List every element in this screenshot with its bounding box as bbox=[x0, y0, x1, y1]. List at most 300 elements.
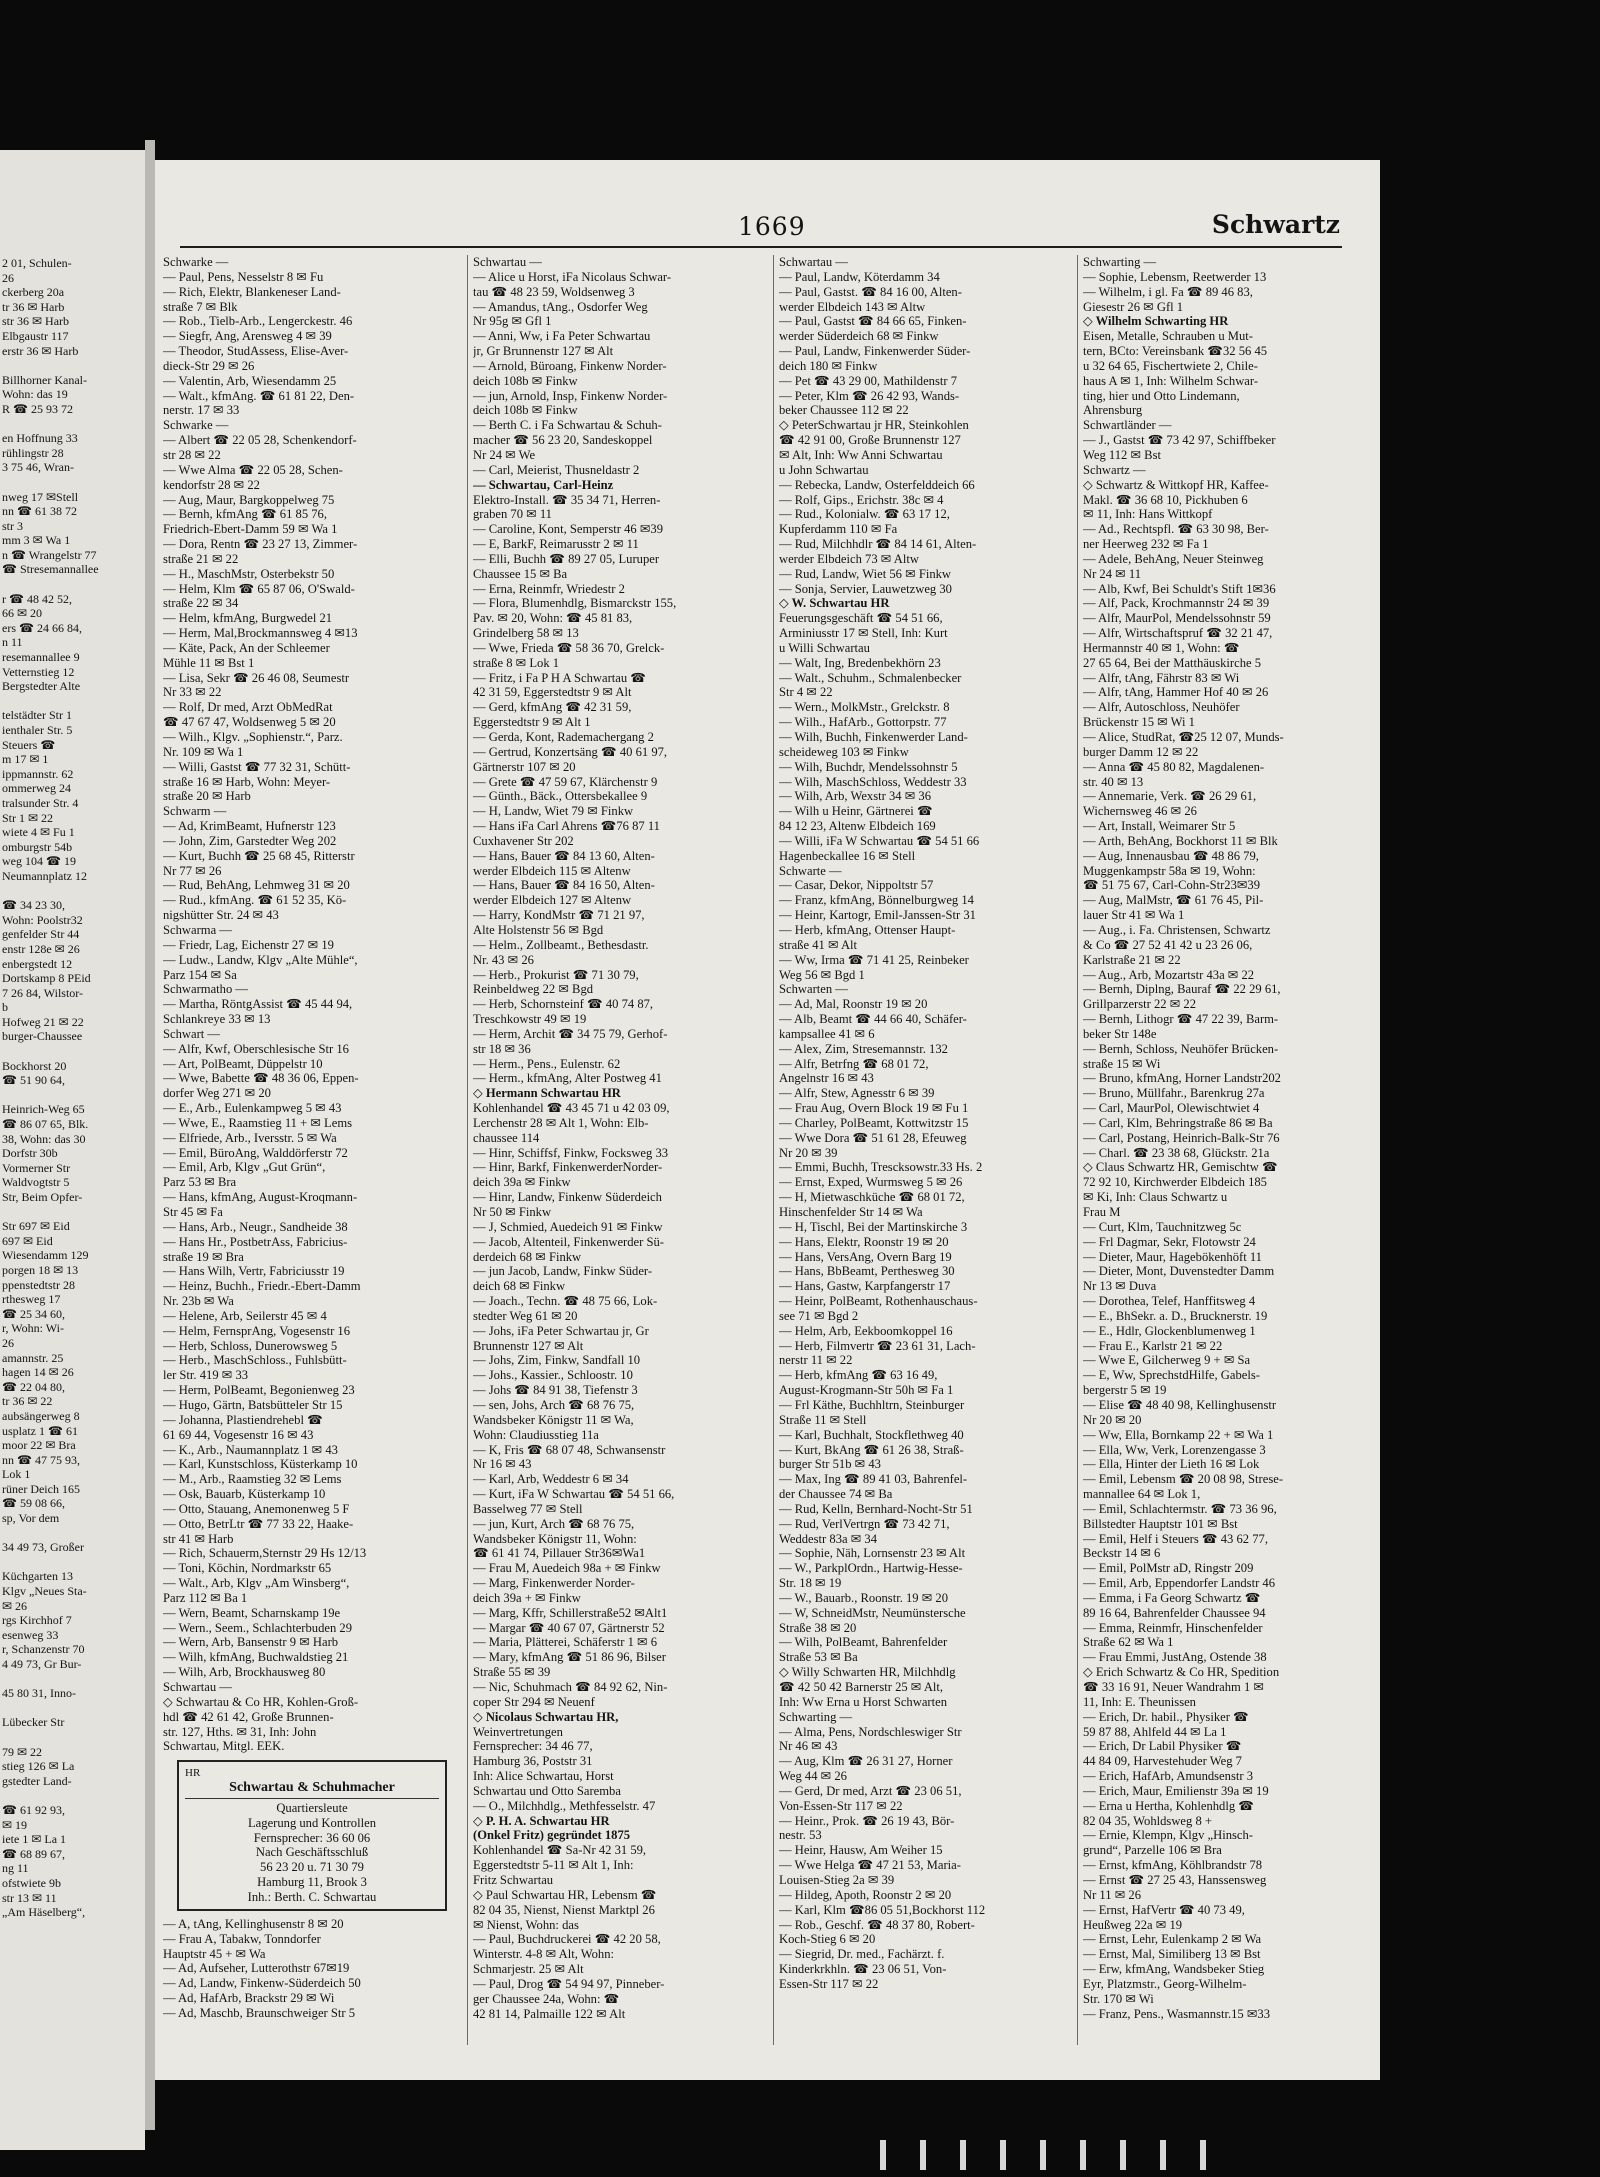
directory-entry-line: Schwart — bbox=[163, 1026, 221, 1041]
directory-entry-line: werder Elbdeich 115 ✉ Altenw bbox=[473, 863, 631, 878]
directory-entry-line: Wandsbeker Königstr 11, Wohn: bbox=[473, 1531, 637, 1546]
directory-entry-line: — Harry, KondMstr ☎ 71 21 97, bbox=[473, 908, 645, 923]
directory-entry-line: — Wilh, Arb, Brockhausweg 80 bbox=[163, 1665, 326, 1680]
directory-entry-line: Nr. 23b ✉ Wa bbox=[163, 1294, 234, 1309]
directory-entry-line: u 32 64 65, Fischertwiete 2, Chile- bbox=[1083, 358, 1258, 373]
directory-entry-line: str. 40 ✉ 13 bbox=[1083, 774, 1144, 789]
directory-entry-line: 89 16 64, Bahrenfelder Chaussee 94 bbox=[1083, 1605, 1266, 1620]
directory-entry-line: — Schwartau, Carl-Heinz bbox=[473, 477, 614, 492]
left-page-line bbox=[2, 1788, 145, 1803]
directory-entry-line: Angelnstr 16 ✉ 43 bbox=[779, 1071, 874, 1086]
left-page-line bbox=[2, 417, 145, 432]
directory-entry-line: Nr 46 ✉ 43 bbox=[779, 1739, 838, 1754]
directory-entry-line: — Lisa, Sekr ☎ 26 46 08, Seumestr bbox=[163, 670, 350, 685]
header-rule bbox=[180, 246, 1342, 248]
directory-entry-line: — Erich, Maur, Emilienstr 39a ✉ 19 bbox=[1083, 1783, 1269, 1798]
directory-entry-line: — Emil, Arb, Eppendorfer Landstr 46 bbox=[1083, 1576, 1276, 1591]
ad-title: Schwartau & Schuhmacher bbox=[185, 1781, 439, 1799]
left-page-line: ☎ 22 04 80, bbox=[2, 1379, 65, 1394]
directory-entry-line: Parz 53 ✉ Bra bbox=[163, 1175, 237, 1190]
directory-entry-line: — Otto, Stauang, Anemonenweg 5 F bbox=[163, 1501, 350, 1516]
directory-entry-line: ◇ Erich Schwartz & Co HR, Spedition bbox=[1083, 1665, 1280, 1680]
left-page-line: iete 1 ✉ La 1 bbox=[2, 1832, 67, 1847]
directory-entry-line: — Nic, Schuhmach ☎ 84 92 62, Nin- bbox=[473, 1680, 668, 1694]
directory-entry-line: Straße 38 ✉ 20 bbox=[779, 1620, 857, 1635]
directory-entry-line: — Martha, RöntgAssist ☎ 45 44 94, bbox=[163, 997, 353, 1012]
directory-entry-line: Schmarjestr. 25 ✉ Alt bbox=[473, 1962, 584, 1977]
directory-entry-line: & Co ☎ 27 52 41 42 u 23 26 06, bbox=[1083, 937, 1253, 952]
directory-entry-line: Koch-Stieg 6 ✉ 20 bbox=[779, 1932, 876, 1947]
directory-entry-line: Schwartau und Otto Saremba bbox=[473, 1783, 621, 1798]
directory-entry-line: Schwarting — bbox=[779, 1709, 853, 1724]
directory-entry-line: Treschkowstr 49 ✉ 19 bbox=[473, 1012, 587, 1027]
directory-entry-line: — Anna ☎ 45 80 82, Magdalenen- bbox=[1083, 759, 1265, 774]
left-page-line: resemannallee 9 bbox=[2, 650, 80, 665]
directory-entry-line: — Aug, Maur, Bargkoppelweg 75 bbox=[163, 492, 335, 507]
directory-entry-line: — Wern., Seem., Schlachterbuden 29 bbox=[163, 1620, 353, 1635]
directory-entry-line: Ahrensburg bbox=[1083, 403, 1143, 418]
directory-entry-line: — H, Landw, Wiet 79 ✉ Finkw bbox=[473, 804, 634, 819]
directory-entry-line: — Wern, Beamt, Scharnskamp 19e bbox=[163, 1605, 341, 1620]
left-page-line: 79 ✉ 22 bbox=[2, 1744, 43, 1759]
directory-entry-line: — Ernst, Lehr, Eulenkamp 2 ✉ Wa bbox=[1083, 1932, 1262, 1947]
directory-entry-line: — J., Gastst ☎ 73 42 97, Schiffbeker bbox=[1083, 433, 1276, 448]
directory-entry-line: Schwarma — bbox=[163, 922, 232, 937]
directory-entry-line: — Ad., Rechtspfl. ☎ 63 30 98, Ber- bbox=[1083, 522, 1269, 537]
directory-entry-line: Straße 55 ✉ 39 bbox=[473, 1665, 551, 1680]
directory-entry-line: — Helm, FernsprAng, Vogesenstr 16 bbox=[163, 1323, 351, 1338]
directory-entry-line: — W., Bauarb., Roonstr. 19 ✉ 20 bbox=[779, 1590, 949, 1605]
directory-entry-line: ◇ Hermann Schwartau HR bbox=[473, 1086, 621, 1101]
left-page-line: Str 1 ✉ 22 bbox=[2, 810, 54, 825]
directory-entry-line: — Hans, VersAng, Overn Barg 19 bbox=[779, 1249, 952, 1264]
directory-entry-line: — Hans, Arb., Neugr., Sandheide 38 bbox=[163, 1219, 348, 1234]
left-page-line: Vetternstieg 12 bbox=[2, 664, 75, 679]
directory-entry-line: — Annemarie, Verk. ☎ 26 29 61, bbox=[1083, 789, 1257, 804]
directory-entry-line: — Marg, Finkenwerder Norder- bbox=[473, 1576, 635, 1591]
directory-entry-line: Hagenbeckallee 16 ✉ Stell bbox=[779, 848, 916, 863]
left-page-line: omburgstr 54b bbox=[2, 839, 73, 854]
directory-entry-line: nerstr 11 ✉ 22 bbox=[779, 1353, 853, 1368]
directory-entry-line: stedter Weg 61 ✉ 20 bbox=[473, 1308, 578, 1323]
directory-entry-line: Nr 50 ✉ Finkw bbox=[473, 1205, 552, 1219]
directory-entry-line: ner Heerweg 232 ✉ Fa 1 bbox=[1083, 537, 1209, 552]
directory-entry-line: Fernsprecher: 34 46 77, bbox=[473, 1739, 593, 1754]
directory-entry-line: str 28 ✉ 22 bbox=[163, 447, 221, 462]
left-page-line bbox=[2, 1526, 145, 1541]
directory-entry-line: Schwarke — bbox=[163, 418, 229, 433]
directory-entry-line: — Grete ☎ 47 59 67, Klärchenstr 9 bbox=[473, 774, 658, 789]
directory-entry-line: — Charl. ☎ 23 38 68, Glückstr. 21a bbox=[1083, 1145, 1270, 1160]
left-page-line: 45 80 31, Inno- bbox=[2, 1686, 76, 1701]
directory-entry-line: Louisen-Stieg 2a ✉ 39 bbox=[779, 1872, 895, 1887]
directory-entry-line: — Johanna, Plastiendrehebl ☎ bbox=[163, 1412, 323, 1427]
directory-entry-line: bergerstr 5 ✉ 19 bbox=[1083, 1383, 1167, 1398]
directory-entry-line: — Hans Hr., PostbetrAss, Fabricius- bbox=[163, 1234, 348, 1249]
left-page-line: Lok 1 bbox=[2, 1467, 31, 1482]
directory-entry-line: — Marg, Kffr, Schillerstraße52 ✉Alt1 bbox=[473, 1605, 668, 1620]
directory-entry-line: straße 16 ✉ Harb, Wohn: Meyer- bbox=[163, 774, 331, 789]
left-page-line: usplatz 1 ☎ 61 bbox=[2, 1423, 78, 1438]
directory-entry-line: — Heinr, PolBeamt, Rothenhauschaus- bbox=[779, 1294, 978, 1309]
directory-entry-line: — Wern, Arb, Bansenstr 9 ✉ Harb bbox=[163, 1635, 339, 1650]
left-page-fragment bbox=[0, 150, 145, 2150]
directory-entry-line: str. 127, Hths. ✉ 31, Inh: John bbox=[163, 1724, 317, 1739]
directory-entry-line: — Frau Emmi, JustAng, Ostende 38 bbox=[1083, 1650, 1267, 1665]
directory-entry-line: — Karl, Kunstschloss, Küsterkamp 10 bbox=[163, 1457, 358, 1472]
directory-entry-line: — Gerd, Dr med, Arzt ☎ 23 06 51, bbox=[779, 1783, 962, 1798]
left-page-line: Str 697 ✉ Eid bbox=[2, 1219, 70, 1234]
left-page-line: 34 49 73, Großer bbox=[2, 1540, 84, 1555]
directory-entry-line: — Hans Wilh, Vertr, Fabriciusstr 19 bbox=[163, 1264, 345, 1279]
directory-entry-line: Schwartz — bbox=[1083, 462, 1146, 477]
directory-entry-line: Parz 154 ✉ Sa bbox=[163, 967, 237, 982]
left-page-line: Hofweg 21 ✉ 22 bbox=[2, 1014, 84, 1029]
left-page-line: 26 bbox=[2, 270, 14, 285]
left-page-line: ✉ 26 bbox=[2, 1598, 28, 1613]
directory-entry-line: Winterstr. 4-8 ✉ Alt, Wohn: bbox=[473, 1947, 615, 1962]
directory-entry-line: — E, Ww, SprechstdHilfe, Gabels- bbox=[1083, 1368, 1260, 1383]
directory-entry-line: Kohlenhandel ☎ Sa-Nr 42 31 59, bbox=[473, 1843, 647, 1858]
directory-entry-line: u Willi Schwartau bbox=[779, 640, 870, 655]
directory-entry-line: Eggerstedtstr 5-11 ✉ Alt 1, Inh: bbox=[473, 1858, 634, 1873]
directory-entry-line: — Willi, iFa W Schwartau ☎ 54 51 66 bbox=[779, 833, 980, 848]
directory-entry-line: — Jacob, Altenteil, Finkenwerder Sü- bbox=[473, 1234, 664, 1249]
directory-entry-line: — Emil, Helf i Steuers ☎ 43 62 77, bbox=[1083, 1531, 1268, 1546]
directory-entry-line: Hermannstr 40 ✉ 1, Wohn: ☎ bbox=[1083, 640, 1240, 655]
directory-entry-line: — Frl Käthe, Buchhltrn, Steinburger bbox=[779, 1397, 965, 1412]
directory-entry-line: — Carl, MaurPol, Olewischtwiet 4 bbox=[1083, 1101, 1260, 1116]
directory-entry-line: — Aug, Klm ☎ 26 31 27, Horner bbox=[779, 1754, 953, 1769]
directory-entry-line: — Rich, Schauerm,Sternstr 29 Hs 12/13 bbox=[163, 1546, 367, 1561]
left-page-line: sp, Vor dem bbox=[2, 1511, 60, 1526]
directory-entry-line: — jun Jacob, Landw, Finkw Süder- bbox=[473, 1264, 653, 1279]
directory-entry-line: — Aug., i. Fa. Christensen, Schwartz bbox=[1083, 922, 1271, 937]
directory-entry-line: u John Schwartau bbox=[779, 462, 869, 477]
directory-entry-line: — Emil, PolMstr aD, Ringstr 209 bbox=[1083, 1561, 1254, 1576]
left-page-line: Wiesendamm 129 bbox=[2, 1248, 89, 1263]
directory-entry-line: — Carl, Meierist, Thusneldastr 2 bbox=[473, 462, 640, 477]
left-page-line bbox=[2, 1701, 145, 1716]
directory-entry-line: — Johs, iFa Peter Schwartau jr, Gr bbox=[473, 1323, 649, 1338]
directory-entry-line: Brückenstr 15 ✉ Wi 1 bbox=[1083, 715, 1195, 730]
directory-entry-line: kampsallee 41 ✉ 6 bbox=[779, 1026, 875, 1041]
directory-entry-line: ler Str. 419 ✉ 33 bbox=[163, 1368, 249, 1383]
directory-entry-line: — Erich, Dr Labil Physiker ☎ bbox=[1083, 1739, 1242, 1754]
directory-entry-line: deich 108b ✉ Finkw bbox=[473, 403, 578, 418]
directory-entry-line: ◇ PeterSchwartau jr HR, Steinkohlen bbox=[779, 418, 969, 433]
directory-entry-line: — Walt., Arb, Klgv „Am Winsberg“, bbox=[163, 1576, 350, 1591]
directory-entry-line: — Gerda, Kont, Rademachergang 2 bbox=[473, 730, 654, 744]
left-page-line: Neumannplatz 12 bbox=[2, 868, 87, 883]
directory-entry-line: ◇ Schwartau & Co HR, Kohlen-Groß- bbox=[163, 1694, 359, 1709]
directory-entry-line: — Wern., MolkMstr., Grelckstr. 8 bbox=[779, 700, 950, 715]
directory-entry-line: ◇ Paul Schwartau HR, Lebensm ☎ bbox=[473, 1887, 657, 1902]
directory-entry-line: Inh: Ww Erna u Horst Schwarten bbox=[779, 1694, 947, 1709]
directory-entry-line: Beckstr 14 ✉ 6 bbox=[1083, 1546, 1161, 1561]
left-page-line: Küchgarten 13 bbox=[2, 1569, 73, 1584]
directory-entry-line: tau ☎ 48 23 59, Woldsenweg 3 bbox=[473, 284, 635, 299]
left-page-line: 3 75 46, Wran- bbox=[2, 460, 74, 475]
directory-entry-line: — Helm, Klm ☎ 65 87 06, O'Swald- bbox=[163, 581, 355, 596]
directory-entry-line: dieck-Str 29 ✉ 26 bbox=[163, 358, 255, 373]
directory-entry-line: ☎ 42 91 00, Große Brunnenstr 127 bbox=[779, 433, 961, 448]
directory-entry-line: burger Damm 12 ✉ 22 bbox=[1083, 744, 1199, 759]
directory-entry-line: — Valentin, Arb, Wiesendamm 25 bbox=[163, 373, 337, 388]
running-head: Schwartz bbox=[1211, 210, 1340, 239]
directory-entry-line: — Paul, Gastst ☎ 84 66 65, Finken- bbox=[779, 314, 967, 329]
left-page-line: ommerweg 24 bbox=[2, 781, 71, 796]
directory-entry-line: — Carl, Postang, Heinrich-Balk-Str 76 bbox=[1083, 1130, 1280, 1145]
directory-entry-line: — Rebecka, Landw, Osterfelddeich 66 bbox=[779, 477, 975, 492]
directory-entry-line: macher ☎ 56 23 20, Sandeskoppel bbox=[473, 433, 653, 448]
directory-entry-line: ◇ Willy Schwarten HR, Milchhdlg bbox=[779, 1665, 956, 1680]
left-page-line: Str, Beim Opfer- bbox=[2, 1190, 83, 1204]
directory-entry-line: — Frl Dagmar, Sekr, Flotowstr 24 bbox=[1083, 1234, 1256, 1249]
directory-entry-line: — A, tAng, Kellinghusenstr 8 ✉ 20 bbox=[163, 1916, 344, 1931]
directory-entry-line: Essen-Str 117 ✉ 22 bbox=[779, 1976, 879, 1991]
directory-entry-line: Nr. 109 ✉ Wa 1 bbox=[163, 744, 244, 759]
directory-entry-line: — Wwe, Babette ☎ 48 36 06, Eppen- bbox=[163, 1071, 359, 1086]
directory-entry-line: Schwartau — bbox=[163, 1680, 232, 1694]
directory-entry-line: ☎ 61 41 74, Pillauer Str36✉Wa1 bbox=[473, 1546, 646, 1561]
directory-entry-line: 84 12 23, Altenw Elbdeich 169 bbox=[779, 819, 936, 834]
directory-entry-line: — Alfr, Kwf, Oberschlesische Str 16 bbox=[163, 1041, 349, 1056]
directory-entry-line: — Theodor, StudAssess, Elise-Aver- bbox=[163, 344, 349, 359]
directory-entry-line: — Rud., Kolonialw. ☎ 63 17 12, bbox=[779, 507, 950, 522]
directory-entry-line: Eggerstedtstr 9 ✉ Alt 1 bbox=[473, 715, 591, 730]
directory-entry-line: — Alf, Pack, Krochmannstr 24 ✉ 39 bbox=[1083, 596, 1270, 611]
directory-entry-line: ✉ Ki, Inh: Claus Schwartz u bbox=[1083, 1190, 1228, 1205]
directory-entry-line: Nr 77 ✉ 26 bbox=[163, 863, 222, 878]
directory-entry-line: Frau M bbox=[1083, 1205, 1121, 1219]
directory-entry-line: Str 4 ✉ 22 bbox=[779, 685, 833, 700]
directory-entry-line: — Alfr, Wirtschaftspruf ☎ 32 21 47, bbox=[1083, 626, 1273, 641]
directory-entry-line: August-Krogmann-Str 50h ✉ Fa 1 bbox=[779, 1383, 954, 1398]
directory-entry-line: Elektro-Install. ☎ 35 34 71, Herren- bbox=[473, 492, 661, 507]
advertisement-box bbox=[177, 1760, 447, 1911]
directory-entry-line: — Ad, Mal, Roonstr 19 ✉ 20 bbox=[779, 997, 928, 1012]
left-page-line: ☎ 61 92 93, bbox=[2, 1802, 65, 1817]
directory-entry-line: Str. 18 ✉ 19 bbox=[779, 1576, 842, 1591]
directory-entry-line: — Otto, BetrLtr ☎ 77 33 22, Haake- bbox=[163, 1516, 354, 1531]
directory-entry-line: werder Elbdeich 73 ✉ Altw bbox=[779, 551, 919, 566]
directory-entry-line: Weg 44 ✉ 26 bbox=[779, 1769, 847, 1784]
directory-entry-line: — Wilh u Heinr, Gärtnerei ☎ bbox=[779, 804, 933, 819]
directory-entry-line: — Fritz, i Fa P H A Schwartau ☎ bbox=[473, 670, 646, 685]
directory-entry-line: — Rud, BehAng, Lehmweg 31 ✉ 20 bbox=[163, 878, 350, 893]
left-page-line bbox=[2, 358, 145, 373]
left-page-line: nn ☎ 61 38 72 bbox=[2, 504, 77, 519]
directory-entry-line: Arminiusstr 17 ✉ Stell, Inh: Kurt bbox=[779, 626, 948, 641]
directory-entry-line: — Heinr., Prok. ☎ 26 19 43, Bör- bbox=[779, 1813, 955, 1828]
directory-entry-line: derdeich 68 ✉ Finkw bbox=[473, 1249, 582, 1264]
directory-entry-line: straße 7 ✉ Blk bbox=[163, 299, 238, 314]
directory-entry-line: Wichernsweg 46 ✉ 26 bbox=[1083, 804, 1197, 819]
directory-entry-line: ger Chaussee 24a, Wohn: ☎ bbox=[473, 1991, 620, 2006]
directory-entry-line: deich 39a ✉ Finkw bbox=[473, 1175, 571, 1190]
directory-entry-line: — Arth, BehAng, Bockhorst 11 ✉ Blk bbox=[1083, 833, 1278, 848]
left-page-line bbox=[2, 1730, 145, 1745]
directory-entry-line: — K, Fris ☎ 68 07 48, Schwansenstr bbox=[473, 1442, 666, 1457]
left-page-line bbox=[2, 1672, 145, 1687]
directory-entry-line: — Emil, Arb, Klgv „Gut Grün“, bbox=[163, 1160, 326, 1175]
directory-entry-line: straße 8 ✉ Lok 1 bbox=[473, 655, 560, 670]
directory-entry-line: — Elise ☎ 48 40 98, Kellinghusenstr bbox=[1083, 1397, 1277, 1412]
directory-entry-line: — sen, Johs, Arch ☎ 68 76 75, bbox=[473, 1397, 635, 1412]
directory-entry-line: Schwarte — bbox=[779, 863, 842, 878]
directory-entry-line: ◇ Wilhelm Schwarting HR bbox=[1083, 314, 1229, 329]
left-page-line: ✉ 19 bbox=[2, 1817, 28, 1832]
directory-entry-line: — Art, PolBeamt, Düppelstr 10 bbox=[163, 1056, 323, 1071]
directory-entry-line: Karlstraße 21 ✉ 22 bbox=[1083, 952, 1181, 967]
directory-entry-line: — Emil, Lebensm ☎ 20 08 98, Strese- bbox=[1083, 1472, 1284, 1487]
left-page-line: 4 49 73, Gr Bur- bbox=[2, 1657, 82, 1671]
directory-entry-line: — Alice, StudRat, ☎25 12 07, Munds- bbox=[1083, 730, 1284, 744]
directory-entry-line: — Alfr, Stew, Agnesstr 6 ✉ 39 bbox=[779, 1086, 935, 1101]
left-page-line: tr 36 ✉ 22 bbox=[2, 1394, 53, 1409]
left-page-line: stieg 126 ✉ La bbox=[2, 1759, 75, 1774]
directory-entry-line: — Adele, BehAng, Neuer Steinweg bbox=[1083, 551, 1264, 566]
left-page-line: ppenstedtstr 28 bbox=[2, 1277, 75, 1292]
directory-entry-line: — Hinr, Landw, Finkenw Süderdeich bbox=[473, 1190, 662, 1205]
left-page-line bbox=[2, 694, 145, 709]
directory-entry-line: Fritz Schwartau bbox=[473, 1872, 554, 1887]
directory-entry-line: Von-Essen-Str 117 ✉ 22 bbox=[779, 1798, 903, 1813]
directory-entry-line: — M., Arb., Raamstieg 32 ✉ Lems bbox=[163, 1472, 342, 1487]
directory-entry-line: — Herm., Pens., Eulenstr. 62 bbox=[473, 1056, 621, 1071]
directory-entry-line: — Rolf, Dr med, Arzt ObMedRat bbox=[163, 700, 333, 715]
directory-entry-line: straße 22 ✉ 34 bbox=[163, 596, 239, 611]
directory-entry-line: — Rud, Kelln, Bernhard-Nocht-Str 51 bbox=[779, 1501, 973, 1516]
directory-entry-line: — Kurt, iFa W Schwartau ☎ 54 51 66, bbox=[473, 1487, 675, 1502]
left-page-line: 26 bbox=[2, 1335, 14, 1350]
directory-entry-line: Straße 62 ✉ Wa 1 bbox=[1083, 1635, 1174, 1650]
directory-entry-line: — Käte, Pack, An der Schleemer bbox=[163, 640, 330, 655]
directory-entry-line: — Pet ☎ 43 29 00, Mathildenstr 7 bbox=[779, 373, 957, 388]
left-page-line: rüner Deich 165 bbox=[2, 1481, 80, 1496]
directory-entry-line: — O., Milchhdlg., Methfesselstr. 47 bbox=[473, 1798, 656, 1813]
left-page-line: ☎ Stresemannallee bbox=[2, 562, 99, 577]
directory-entry-line: — Frau Aug, Overn Block 19 ✉ Fu 1 bbox=[779, 1101, 969, 1116]
left-page-line: Dortskamp 8 PEid bbox=[2, 971, 91, 986]
directory-entry-line: Weg 112 ✉ Bst bbox=[1083, 447, 1161, 462]
directory-entry-line: — Margar ☎ 40 67 07, Gärtnerstr 52 bbox=[473, 1620, 665, 1635]
directory-entry-line: Weinvertretungen bbox=[473, 1724, 563, 1739]
directory-entry-line: — Herb, kfmAng, Ottenser Haupt- bbox=[779, 922, 956, 937]
directory-entry-line: — Hans, Bauer ☎ 84 16 50, Alten- bbox=[473, 878, 655, 893]
directory-entry-line: — Paul, Gastst. ☎ 84 16 00, Alten- bbox=[779, 284, 962, 299]
directory-entry-line: — Wilh, PolBeamt, Bahrenfelder bbox=[779, 1635, 948, 1650]
directory-entry-line: — Walt., kfmAng. ☎ 61 81 22, Den- bbox=[163, 388, 355, 403]
directory-entry-line: grund“, Parzelle 106 ✉ Bra bbox=[1083, 1843, 1222, 1858]
left-page-line: rgs Kirchhof 7 bbox=[2, 1613, 72, 1628]
left-page-line: Dorfstr 30b bbox=[2, 1146, 58, 1161]
directory-entry-line: Nr. 43 ✉ 26 bbox=[473, 952, 534, 967]
directory-entry-line: Reinbeldweg 22 ✉ Bgd bbox=[473, 982, 594, 997]
directory-entry-line: — Emil, Schlachtermstr. ☎ 73 36 96, bbox=[1083, 1501, 1277, 1516]
directory-entry-line: — Flora, Blumenhdlg, Bismarckstr 155, bbox=[473, 596, 677, 611]
directory-entry-line: — Ernst, Exped, Wurmsweg 5 ✉ 26 bbox=[779, 1175, 963, 1190]
directory-entry-line: 61 69 44, Vogesenstr 16 ✉ 43 bbox=[163, 1427, 314, 1442]
directory-entry-line: Schlankreye 33 ✉ 13 bbox=[163, 1012, 271, 1027]
directory-entry-line: — Bernh, Lithogr ☎ 47 22 39, Barm- bbox=[1083, 1012, 1279, 1027]
directory-entry-line: Schwarting — bbox=[1083, 255, 1157, 269]
directory-entry-line: — Hinr, Schiffsf, Finkw, Focksweg 33 bbox=[473, 1145, 669, 1160]
directory-entry-line: — Johs, Zim, Finkw, Sandfall 10 bbox=[473, 1353, 641, 1368]
left-page-line: erstr 36 ✉ Harb bbox=[2, 343, 79, 358]
directory-entry-line: Kohlenhandel ☎ 43 45 71 u 42 03 09, bbox=[473, 1101, 670, 1116]
left-page-line: esenweg 33 bbox=[2, 1627, 59, 1642]
left-page-line: ☎ 68 89 67, bbox=[2, 1846, 65, 1861]
directory-entry-line: — Herm, PolBeamt, Begonienweg 23 bbox=[163, 1383, 355, 1398]
directory-entry-line: — Karl, Klm ☎86 05 51,Bockhorst 112 bbox=[779, 1902, 986, 1917]
left-page-line: Lübecker Str bbox=[2, 1715, 65, 1730]
directory-entry-line: — Rob., Geschf. ☎ 48 37 80, Robert- bbox=[779, 1917, 975, 1932]
directory-entry-line: — Kurt, Buchh ☎ 25 68 45, Ritterstr bbox=[163, 848, 355, 863]
directory-entry-line: — Siegrid, Dr. med., Fachärzt. f. bbox=[779, 1947, 945, 1962]
directory-entry-line: mannallee 64 ✉ Lok 1, bbox=[1083, 1487, 1201, 1502]
directory-entry-line: — Paul, Landw, Finkenwerder Süder- bbox=[779, 344, 971, 359]
directory-entry-line: — Hans iFa Carl Ahrens ☎76 87 11 bbox=[473, 819, 660, 834]
left-page-line bbox=[2, 1205, 145, 1220]
directory-entry-line: Eyr, Platzmstr., Georg-Wilhelm- bbox=[1083, 1976, 1247, 1991]
directory-entry-line: — Rich, Elektr, Blankeneser Land- bbox=[163, 284, 341, 299]
directory-entry-line: 42 31 59, Eggerstedtstr 9 ✉ Alt bbox=[473, 685, 632, 700]
ad-line: Quartiersleute bbox=[276, 1800, 348, 1815]
left-page-line: rühlingstr 28 bbox=[2, 445, 64, 460]
directory-entry-line: — Walt., Schuhm., Schmalenbecker bbox=[779, 670, 962, 685]
directory-entry-line: scheideweg 103 ✉ Finkw bbox=[779, 744, 909, 759]
directory-entry-line: — Wilh, Buchdr, Mendelssohnstr 5 bbox=[779, 759, 958, 774]
directory-entry-line: deich 180 ✉ Finkw bbox=[779, 358, 878, 373]
directory-entry-line: Schwartau — bbox=[473, 255, 542, 269]
directory-entry-line: Straße 11 ✉ Stell bbox=[779, 1412, 867, 1427]
directory-entry-line: — Dora, Rentn ☎ 23 27 13, Zimmer- bbox=[163, 537, 358, 552]
directory-entry-line: straße 21 ✉ 22 bbox=[163, 551, 239, 566]
directory-entry-line: — Wilh., Klgv. „Sophienstr.“, Parz. bbox=[163, 730, 343, 744]
directory-entry-line: Basselweg 77 ✉ Stell bbox=[473, 1501, 583, 1516]
ad-line: 56 23 20 u. 71 30 79 bbox=[260, 1860, 364, 1875]
left-page-line: burger-Chaussee bbox=[2, 1029, 83, 1044]
directory-entry-line: Alte Holstenstr 56 ✉ Bgd bbox=[473, 922, 604, 937]
directory-entry-line: Nr 20 ✉ 20 bbox=[1083, 1412, 1142, 1427]
ad-line: Fernsprecher: 36 60 06 bbox=[253, 1830, 371, 1845]
directory-entry-line: — Caroline, Kont, Semperstr 46 ✉39 bbox=[473, 522, 663, 537]
directory-entry-line: ◇ P. H. A. Schwartau HR bbox=[473, 1813, 610, 1828]
directory-entry-line: — Ad, KrimBeamt, Hufnerstr 123 bbox=[163, 819, 336, 834]
directory-entry-line: Hamburg 36, Poststr 31 bbox=[473, 1754, 593, 1769]
left-page-line: Waldvogtstr 5 bbox=[2, 1175, 70, 1190]
directory-entry-line: — Bernh, Schloss, Neuhöfer Brücken- bbox=[1083, 1041, 1279, 1056]
page-number: 1669 bbox=[738, 212, 806, 241]
directory-entry-line: Nr 13 ✉ Duva bbox=[1083, 1279, 1157, 1294]
directory-entry-line: Parz 112 ✉ Ba 1 bbox=[163, 1590, 248, 1605]
directory-entry-line: 72 92 10, Kirchwerder Elbdeich 185 bbox=[1083, 1175, 1267, 1190]
left-page-line: ☎ 51 90 64, bbox=[2, 1073, 65, 1088]
directory-entry-line: — Hans, Gastw, Karpfangerstr 17 bbox=[779, 1279, 951, 1294]
directory-entry-line: — Curt, Klm, Tauchnitzweg 5c bbox=[1083, 1219, 1242, 1234]
directory-entry-line: hdl ☎ 42 61 42, Große Brunnen- bbox=[163, 1709, 334, 1724]
directory-entry-line: — Toni, Köchin, Nordmarkstr 65 bbox=[163, 1561, 332, 1576]
directory-entry-line: coper Str 294 ✉ Neuenf bbox=[473, 1694, 595, 1709]
directory-entry-line: — Herb., MaschSchloss., Fuhlsbütt- bbox=[163, 1353, 347, 1368]
directory-entry-line: — Hans, Elektr, Roonstr 19 ✉ 20 bbox=[779, 1234, 949, 1249]
column-divider bbox=[773, 255, 774, 2045]
directory-entry-line: — Rud, Milchhdlr ☎ 84 14 61, Alten- bbox=[779, 537, 977, 552]
directory-entry-line: Schwartau — bbox=[779, 255, 848, 269]
directory-entry-line: — Anni, Ww, i Fa Peter Schwartau bbox=[473, 329, 651, 344]
